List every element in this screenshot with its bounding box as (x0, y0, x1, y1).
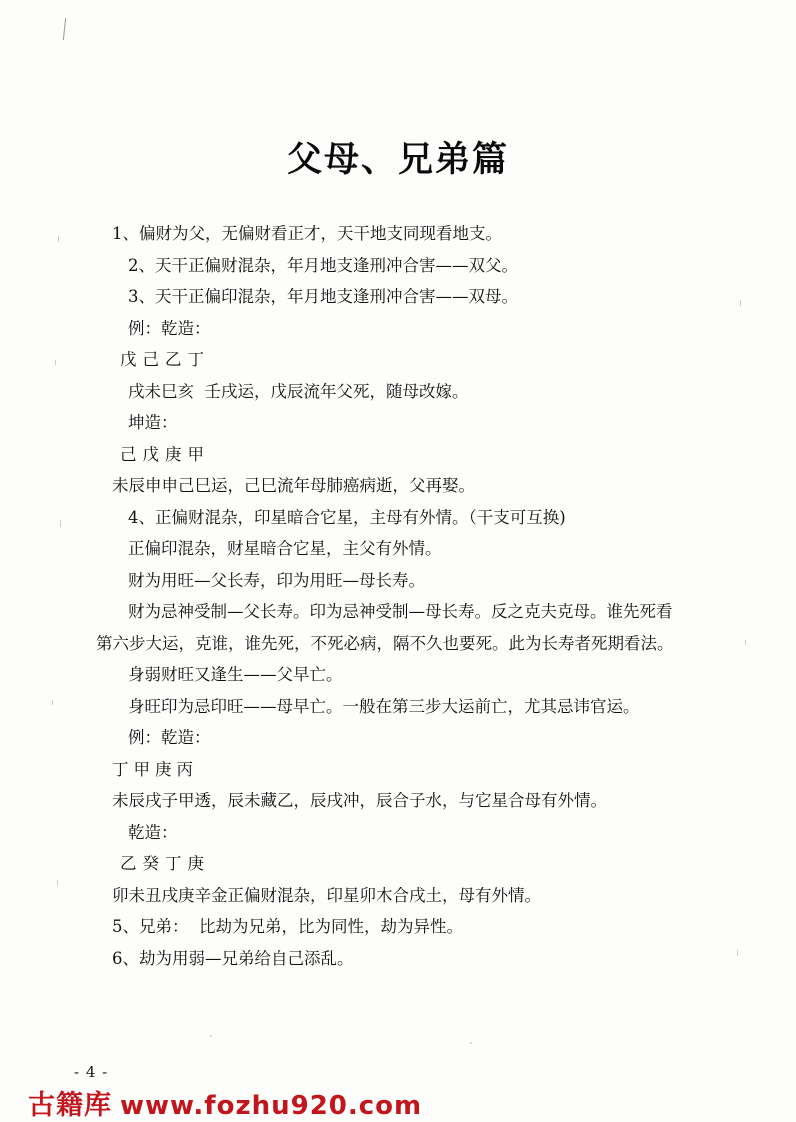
scan-speck (52, 700, 53, 705)
scan-speck (470, 1042, 472, 1044)
footer-watermark (28, 1083, 422, 1122)
scan-speck (210, 1035, 212, 1037)
body-line: 身旺印为忌印旺——母早亡。一般在第三步大运前亡，尤其忌讳官运。 (128, 696, 640, 716)
scan-speck (55, 360, 56, 365)
document-body (96, 218, 716, 974)
scan-speck (58, 236, 59, 242)
body-line: 未辰申申己巳运，己巳流年母肺癌病逝，父再娶。 (112, 476, 475, 495)
body-line: 未辰戌子甲透，辰未藏乙，辰戌冲，辰合子水，与它星合母有外情。 (112, 791, 607, 810)
scan-corner-mark (63, 18, 66, 40)
brand-name: 古籍库 (28, 1090, 112, 1121)
body-line: 卯未丑戌庚辛金正偏财混杂，印星卯木合戌土，母有外情。 (112, 885, 541, 905)
scan-speck (745, 640, 746, 645)
body-line-ganzhi: 乙癸丁庚 (120, 854, 210, 873)
scan-speck (737, 950, 738, 956)
scan-speck (57, 880, 58, 886)
body-line: 例：乾造： (128, 728, 211, 747)
body-line: 财为忌神受制—父长寿。印为忌神受制—母长寿。反之克夫克母。谁先死看 (128, 602, 673, 621)
body-line: 3、天干正偏印混杂，年月地支逢刑冲合害——双母。 (128, 287, 518, 306)
body-line: 第六步大运，克谁，谁先死，不死必病，隔不久也要死。此为长寿者死期看法。 (96, 633, 674, 653)
body-line-ganzhi: 戊己乙丁 (120, 350, 210, 369)
body-line: 戌未巳亥 壬戌运，戊辰流年父死，随母改嫁。 (128, 381, 469, 401)
body-line: 财为用旺—父长寿，印为用旺—母长寿。 (128, 570, 425, 590)
body-line: 5、兄弟： 比劫为兄弟，比为同性，劫为异性。 (112, 917, 463, 936)
body-line: 身弱财旺又逢生——父早亡。 (128, 665, 343, 684)
body-line: 1、偏财为父，无偏财看正才，天干地支同现看地支。 (112, 224, 502, 243)
body-line: 6、劫为用弱—兄弟给自己添乱。 (112, 948, 354, 968)
brand-url: www.fozhu920.com (120, 1091, 423, 1121)
scan-speck (740, 300, 741, 306)
page-number: - 4 - (74, 1063, 109, 1081)
body-line: 4、正偏财混杂，印星暗合它星，主母有外情。（干支可互换) (128, 507, 566, 527)
body-line: 乾造： (128, 822, 178, 842)
body-line-ganzhi: 己戊庚甲 (120, 444, 210, 464)
page-title: 父母、兄弟篇 (286, 139, 509, 180)
body-line: 2、天干正偏财混杂，年月地支逢刑冲合害——双父。 (128, 255, 518, 275)
scan-speck (60, 520, 61, 527)
body-line-ganzhi: 丁甲庚丙 (112, 759, 198, 779)
body-line: 例：乾造： (128, 318, 211, 338)
body-line: 坤造： (128, 413, 178, 432)
body-line: 正偏印混杂，财星暗合它星，主父有外情。 (128, 539, 442, 558)
